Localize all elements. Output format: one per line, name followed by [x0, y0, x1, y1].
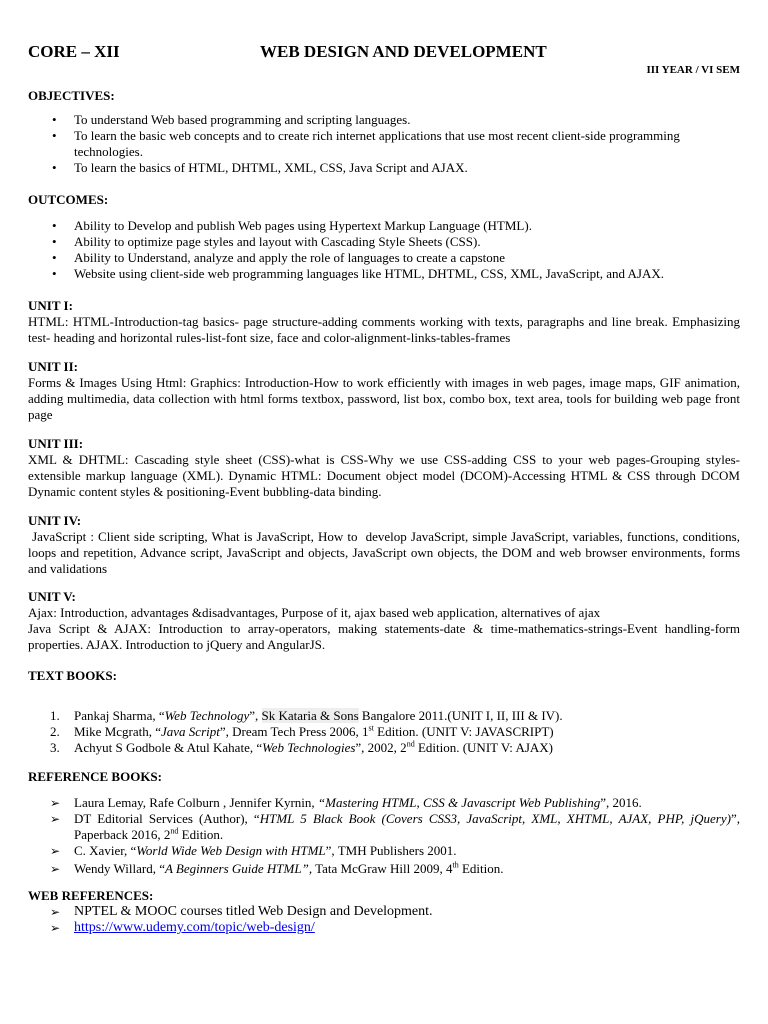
- web-references-heading: WEB REFERENCES:: [28, 888, 154, 903]
- unit-text-2: Java Script & AJAX: Introduction to array-operators, making statements-date & time-mathematics-strings-Event handling-form properties. AJAX. Introduction to jQuery and AngularJS.: [28, 621, 740, 652]
- outcomes-heading: OUTCOMES:: [28, 192, 109, 207]
- list-item: • To understand Web based programming and scripting languages.: [52, 112, 411, 127]
- bullet-icon: •: [52, 250, 57, 265]
- unit-text: Forms & Images Using Html: Graphics: Introduction-How to work efficiently with images in web pages, image maps, GIF animation, adding multimedia, data collection with html forms textbox, password, list box, combo box, text area, tools for building web page front page: [28, 375, 740, 422]
- year-semester: III YEAR / VI SEM: [646, 64, 740, 76]
- outcomes-section: [28, 192, 740, 282]
- list-item: 2. Mike Mcgrath, “Java Script”, Dream Tech Press 2006, 1st Edition. (UNIT V: JAVASCRIPT): [50, 723, 554, 739]
- unit-5-section: [28, 589, 740, 653]
- unit-text: HTML: HTML-Introduction-tag basics- page structure-adding comments working with texts, paragraphs and line break. Emphasizing test- heading and horizontal rules-list-font size, face and color-alignment-links-tables-frames: [28, 314, 740, 345]
- list-item: ➢ Laura Lemay, Rafe Colburn , Jennifer Kyrnin, “Mastering HTML, CSS & Javascript Web Publishing”, 2016.: [50, 795, 642, 810]
- list-item: 3. Achyut S Godbole & Atul Kahate, “Web Technologies”, 2002, 2nd Edition. (UNIT V: AJAX): [50, 739, 553, 755]
- textbooks-heading: TEXT BOOKS:: [28, 668, 117, 683]
- unit-heading: UNIT V:: [28, 589, 76, 604]
- bullet-icon: •: [52, 112, 57, 127]
- list-item: 1. Pankaj Sharma, “Web Technology”, Sk Kataria & Sons Bangalore 2011.(UNIT I, II, III & IV).: [50, 708, 563, 723]
- web-references-section: [28, 888, 740, 936]
- unit-2-section: [28, 359, 740, 423]
- bullet-icon: •: [52, 128, 57, 143]
- unit-heading: UNIT III:: [28, 436, 84, 451]
- reference-books-section: [28, 769, 740, 877]
- outcomes-list: [28, 218, 740, 282]
- list-item: • To learn the basics of HTML, DHTML, XML, CSS, Java Script and AJAX.: [52, 160, 468, 175]
- udemy-link[interactable]: https://www.udemy.com/topic/web-design/: [74, 920, 315, 935]
- unit-heading: UNIT IV:: [28, 513, 82, 528]
- arrow-bullet-icon: ➢: [50, 796, 61, 810]
- bullet-icon: •: [52, 218, 57, 233]
- arrow-bullet-icon: ➢: [50, 812, 61, 826]
- bullet-icon: •: [52, 266, 57, 281]
- document-header: [28, 42, 740, 62]
- unit-heading: UNIT I:: [28, 298, 73, 313]
- unit-4-section: [28, 513, 744, 577]
- list-item: • Ability to optimize page styles and layout with Cascading Style Sheets (CSS).: [52, 234, 481, 249]
- list-item: • Ability to Understand, analyze and apply the role of languages to create a capstone: [52, 250, 506, 265]
- unit-text: XML & DHTML: Cascading style sheet (CSS)-what is CSS-Why we use CSS-adding CSS to your web pages-Grouping styles-extensible markup language (XML). Dynamic HTML: Document object model (DCOM)-Accessing HTML & CSS through DCOM Dynamic content styles & positioning-Event bubbling-data binding.: [28, 452, 740, 499]
- list-item: • To learn the basic web concepts and to create rich internet applications that use most recent client-side programming technologies.: [52, 128, 680, 159]
- unit-1-section: [28, 298, 740, 346]
- arrow-bullet-icon: ➢: [50, 862, 61, 876]
- web-references-list: [28, 904, 740, 936]
- objectives-list: [28, 112, 740, 176]
- unit-heading: UNIT II:: [28, 359, 78, 374]
- unit-3-section: [28, 436, 740, 500]
- reference-books-heading: REFERENCE BOOKS:: [28, 769, 162, 784]
- arrow-bullet-icon: ➢: [50, 905, 61, 919]
- bullet-icon: •: [52, 234, 57, 249]
- list-item: ➢ DT Editorial Services (Author), “HTML 5 Black Book (Covers CSS3, JavaScript, XML, XHTML, AJAX, PHP, jQuery)”, Paperback 2016, 2nd Edition.: [50, 811, 740, 842]
- bullet-icon: •: [52, 160, 57, 175]
- textbooks-list: [28, 708, 740, 756]
- list-item: • Ability to Develop and publish Web pages using Hypertext Markup Language (HTML).: [52, 218, 532, 233]
- objectives-heading: OBJECTIVES:: [28, 88, 115, 103]
- list-item: • Website using client-side web programming languages like HTML, DHTML, CSS, XML, JavaScript, and AJAX.: [52, 266, 665, 281]
- arrow-bullet-icon: ➢: [50, 921, 61, 935]
- course-title: WEB DESIGN AND DEVELOPMENT: [260, 42, 547, 61]
- objectives-section: [28, 88, 740, 176]
- list-item: [28, 920, 740, 936]
- unit-text: Ajax: Introduction, advantages &disadvantages, Purpose of it, ajax based web application, alternatives of ajax: [28, 605, 601, 620]
- list-item: ➢ Wendy Willard, “A Beginners Guide HTML”, Tata McGraw Hill 2009, 4th Edition.: [50, 860, 504, 876]
- reference-books-list: [28, 795, 740, 877]
- textbooks-section: [28, 668, 740, 756]
- list-item: ➢ C. Xavier, “World Wide Web Design with HTML”, TMH Publishers 2001.: [50, 843, 457, 858]
- arrow-bullet-icon: ➢: [50, 844, 61, 858]
- unit-text: JavaScript : Client side scripting, What is JavaScript, How to develop JavaScript, simple JavaScript, variables, functions, conditions, loops and repetition, Advance script, JavaScript and objects, JavaScript own objects, the DOM and web browser environments, forms and validations: [28, 529, 744, 576]
- list-item: ➢ NPTEL & MOOC courses titled Web Design and Development.: [50, 904, 433, 919]
- course-code: CORE – XII: [28, 42, 120, 61]
